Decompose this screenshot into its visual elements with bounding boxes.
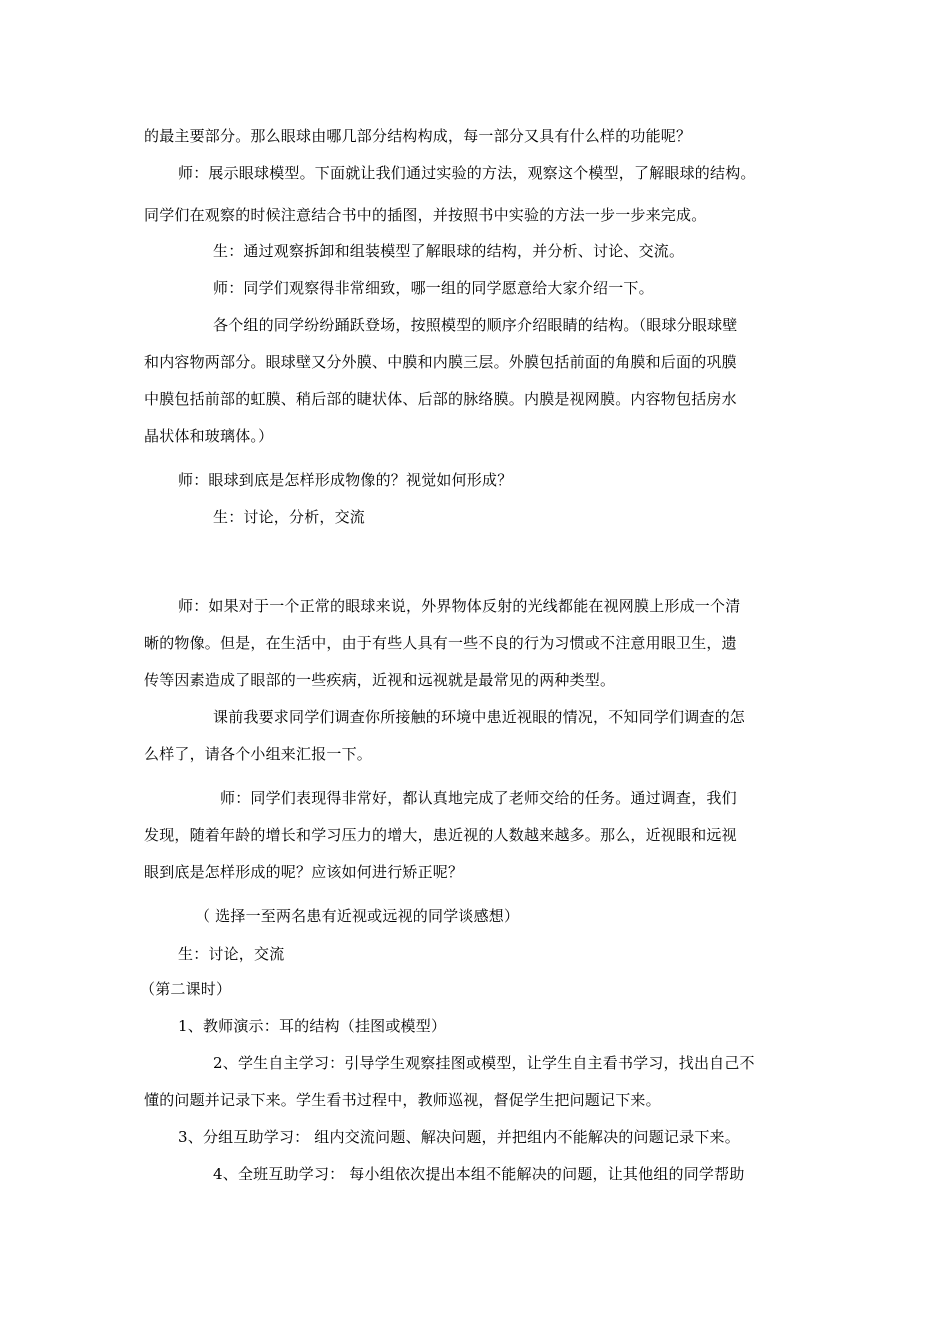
text-line: 晰的物像。但是，在生活中，由于有些人具有一些不良的行为习惯或不注意用眼卫生，遗 — [144, 634, 737, 652]
text-line: 晶状体和玻璃体。） — [144, 427, 274, 445]
text-line: 传等因素造成了眼部的一些疾病，近视和远视就是最常见的两种类型。 — [144, 671, 616, 689]
text-line: 1、教师演示：耳的结构（挂图或模型） — [178, 1017, 447, 1035]
text-line: 3、分组互助学习： 组内交流问题、解决问题，并把组内不能解决的问题记录下来。 — [178, 1128, 740, 1146]
text-line: 生：讨论，交流 — [178, 945, 285, 963]
text-line: 师：同学们表现得非常好，都认真地完成了老师交给的任务。通过调查，我们 — [220, 789, 737, 807]
text-line: （第二课时） — [140, 980, 232, 998]
text-line: 2、学生自主学习：引导学生观察挂图或模型，让学生自主看书学习，找出自己不 — [213, 1054, 755, 1072]
text-line: 生：通过观察拆卸和组装模型了解眼球的结构，并分析、讨论、交流。 — [213, 242, 685, 260]
text-line: 师：如果对于一个正常的眼球来说，外界物体反射的光线都能在视网膜上形成一个清 — [178, 597, 741, 615]
text-line: 发现，随着年龄的增长和学习压力的增大，患近视的人数越来越多。那么，近视眼和远视 — [144, 826, 737, 844]
text-line: 眼到底是怎样形成的呢？应该如何进行矫正呢？ — [144, 863, 464, 881]
text-line: 师：展示眼球模型。下面就让我们通过实验的方法，观察这个模型，了解眼球的结构。 — [178, 164, 756, 182]
text-line: 师：同学们观察得非常细致，哪一组的同学愿意给大家介绍一下。 — [213, 279, 654, 297]
text-line: 中膜包括前部的虹膜、稍后部的睫状体、后部的脉络膜。内膜是视网膜。内容物包括房水 — [144, 390, 737, 408]
text-line: 和内容物两部分。眼球壁又分外膜、中膜和内膜三层。外膜包括前面的角膜和后面的巩膜 — [144, 353, 737, 371]
text-line: 各个组的同学纷纷踊跃登场，按照模型的顺序介绍眼睛的结构。（眼球分眼球壁 — [213, 316, 738, 334]
text-line: 师：眼球到底是怎样形成物像的？视觉如何形成？ — [178, 471, 513, 489]
text-line: 懂的问题并记录下来。学生看书过程中，教师巡视，督促学生把问题记下来。 — [144, 1091, 661, 1109]
text-line: 课前我要求同学们调查你所接触的环境中患近视眼的情况，不知同学们调查的怎 — [213, 708, 746, 726]
text-line: 的最主要部分。那么眼球由哪几部分结构构成，每一部分又具有什么样的功能呢？ — [144, 127, 692, 145]
text-line: 同学们在观察的时候注意结合书中的插图，并按照书中实验的方法一步一步来完成。 — [144, 206, 707, 224]
text-line: 么样了，请各个小组来汇报一下。 — [144, 745, 373, 763]
text-line: （ 选择一至两名患有近视或远视的同学谈感想） — [195, 907, 520, 925]
text-line: 生：讨论，分析，交流 — [213, 508, 366, 526]
text-line: 4、全班互助学习： 每小组依次提出本组不能解决的问题，让其他组的同学帮助 — [213, 1165, 745, 1183]
